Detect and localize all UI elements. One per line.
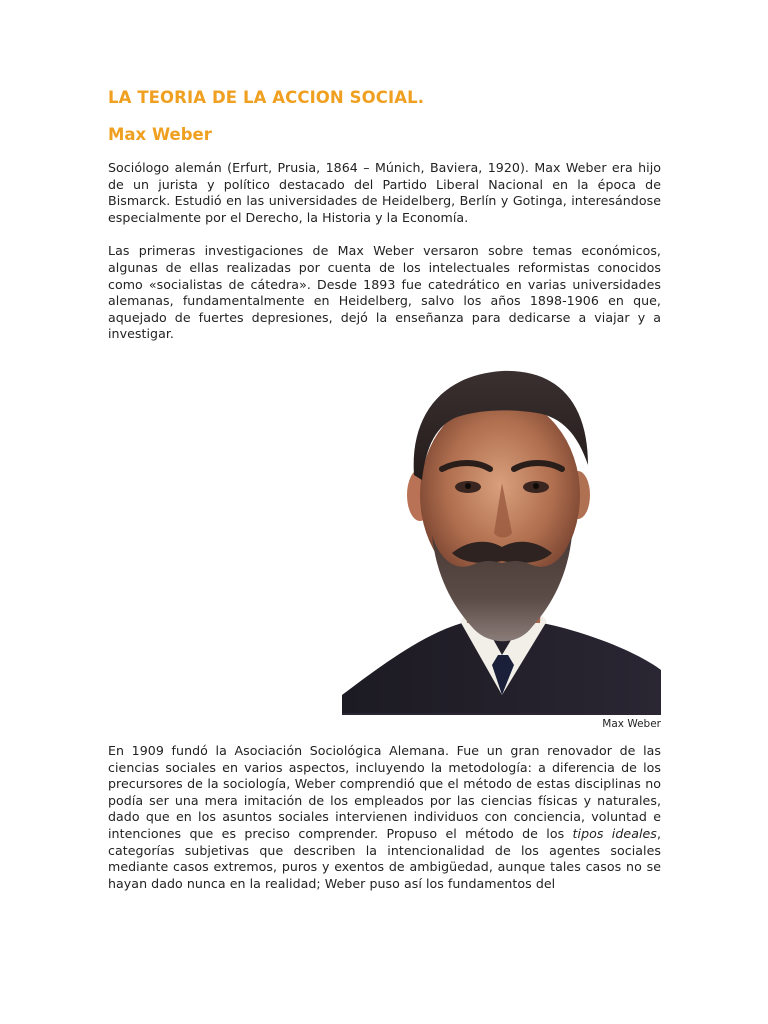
paragraph-biography: Sociólogo alemán (Erfurt, Prusia, 1864 – Múnich, Baviera, 1920). Max Weber era hijo de un jurista y político destacado del Partido Liberal Nacional en la época de Bismarck. Estudió en las universidades de Heidelberg, Berlín y Gotinga, interesándose especialmente por el Derecho, la Historia y la Economía. [108, 160, 661, 225]
paragraph-methodology-text-2: , categorías subjetivas que describen la intencionalidad de los agentes sociales mediante casos extremos, puros y exentos de ambigüedad, aunque tales casos no se hayan dado nunca en la realidad; Weber puso así los fundamentos del [108, 825, 661, 891]
paragraph-methodology [108, 743, 661, 892]
paragraph-methodology-italic-term: tipos ideales [572, 825, 657, 841]
document-page [108, 88, 661, 891]
paragraph-methodology-text-1: En 1909 fundó la Asociación Sociológica Alemana. Fue un gran renovador de las ciencias sociales en varios aspectos, incluyendo la metodología: a diferencia de los precursores de la sociología, Weber comprendió que el método de estas disciplinas no podía ser una mera imitación de los empleados por las ciencias físicas y naturales, dado que en los asuntos sociales intervienen individuos con conciencia, voluntad e intenciones que es preciso comprender. Propuso el método de los [108, 743, 661, 841]
portrait-photo [342, 365, 661, 715]
portrait-caption: Max Weber [602, 718, 661, 730]
document-title: LA TEORIA DE LA ACCION SOCIAL. [108, 88, 425, 107]
portrait-figure [342, 365, 661, 731]
paragraph-early-research: Las primeras investigaciones de Max Weber versaron sobre temas económicos, algunas de ellas realizadas por cuenta de los intelectuales reformistas conocidos como «socialistas de cátedra». Desde 1893 fue catedrático en varias universidades alemanas, fundamentalmente en Heidelberg, salvo los años 1898-1906 en que, aquejado de fuertes depresiones, dejó la enseñanza para dedicarse a viajar y a investigar. [108, 243, 661, 342]
document-subtitle: Max Weber [108, 125, 212, 144]
